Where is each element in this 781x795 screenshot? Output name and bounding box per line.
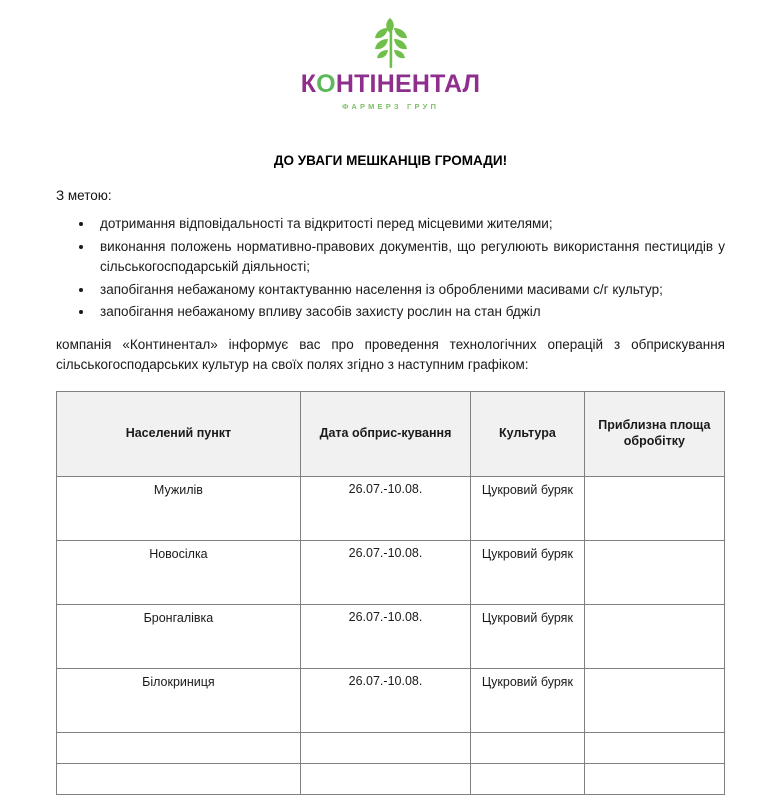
- list-item: • запобігання небажаному контактуванню населення із обробленими масивами с/г культур;: [94, 280, 725, 301]
- cell-crop: Цукровий буряк: [471, 669, 585, 733]
- cell-crop: [471, 733, 585, 764]
- logo-wordmark: [301, 72, 481, 97]
- cell-date: 26.07.-10.08.: [300, 605, 470, 669]
- cell-area: [584, 669, 724, 733]
- column-header-crop: Культура: [471, 392, 585, 477]
- purpose-list: [56, 214, 725, 323]
- cell-crop: [471, 764, 585, 795]
- cell-area: [584, 605, 724, 669]
- logo-letter-o: О: [316, 70, 336, 98]
- column-header-settlement: Населений пункт: [57, 392, 301, 477]
- cell-area: [584, 541, 724, 605]
- wheat-leaf-icon: [364, 12, 418, 70]
- table-row: [57, 605, 725, 669]
- logo-letter-k: К: [300, 70, 317, 98]
- cell-area: [584, 764, 724, 795]
- cell-date: 26.07.-10.08.: [300, 541, 470, 605]
- spraying-schedule-table: [56, 391, 725, 795]
- list-item: • виконання положень нормативно-правових документів, що регулюють використання пестицидів у сільськогосподарській діяльності;: [94, 237, 725, 278]
- table-row: [57, 477, 725, 541]
- cell-settlement: Мужилів: [57, 477, 301, 541]
- table-row: [57, 764, 725, 795]
- column-header-area: Приблизна площа обробітку: [584, 392, 724, 477]
- cell-area: [584, 733, 724, 764]
- column-header-date: Дата обприс-кування: [300, 392, 470, 477]
- table-row: [57, 669, 725, 733]
- list-item: • запобігання небажаному впливу засобів захисту рослин на стан бджіл: [94, 302, 725, 323]
- cell-date: 26.07.-10.08.: [300, 477, 470, 541]
- cell-crop: Цукровий буряк: [471, 477, 585, 541]
- page-title: ДО УВАГИ МЕШКАНЦІВ ГРОМАДИ!: [273, 153, 508, 168]
- cell-crop: Цукровий буряк: [471, 541, 585, 605]
- table-header-row: [57, 392, 725, 477]
- list-item: • дотримання відповідальності та відкритості перед місцевими жителями;: [94, 214, 725, 235]
- announcement-paragraph: компанія «Континентал» інформує вас про проведення технологічних операцій з обприскування сільськогосподарських культур на своїх полях згідно з наступним графіком:: [56, 336, 725, 372]
- cell-settlement: Бронгалівка: [57, 605, 301, 669]
- cell-date: [300, 764, 470, 795]
- intro-text: З метою:: [56, 188, 112, 203]
- cell-area: [584, 477, 724, 541]
- cell-settlement: Новосілка: [57, 541, 301, 605]
- cell-settlement: [57, 764, 301, 795]
- cell-date: 26.07.-10.08.: [300, 669, 470, 733]
- logo-tagline: ФАРМЕРЗ ГРУП: [341, 102, 440, 111]
- cell-settlement: Білокриниця: [57, 669, 301, 733]
- table-row: [57, 541, 725, 605]
- cell-date: [300, 733, 470, 764]
- cell-settlement: [57, 733, 301, 764]
- logo-letters-rest: НТІНЕНТАЛ: [335, 70, 481, 98]
- cell-crop: Цукровий буряк: [471, 605, 585, 669]
- table-row: [57, 733, 725, 764]
- company-logo: [56, 0, 725, 111]
